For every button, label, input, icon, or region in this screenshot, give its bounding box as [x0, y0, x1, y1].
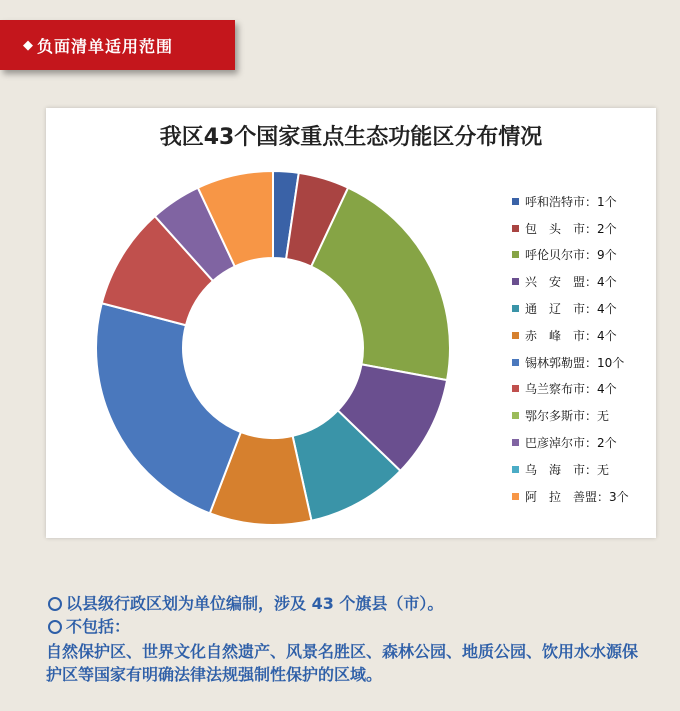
donut-slice [96, 303, 241, 513]
legend-label: 巴彦淖尔市：2个 [525, 436, 617, 451]
legend-label: 鄂尔多斯市：无 [525, 409, 610, 424]
chart-title: 我区43个国家重点生态功能区分布情况 [159, 125, 543, 150]
legend-label: 乌 海 市：无 [525, 462, 610, 477]
notes-section [46, 592, 646, 686]
legend-swatch [512, 278, 519, 285]
legend-item [512, 376, 629, 403]
legend-swatch [512, 359, 519, 366]
legend-item [512, 349, 629, 376]
legend-label: 锡林郭勒盟：10个 [525, 355, 625, 370]
legend-item [512, 242, 629, 269]
note-line-2 [46, 615, 646, 638]
note-line-1 [46, 592, 646, 615]
diamond-icon: ◆ [23, 37, 33, 53]
legend-swatch [512, 466, 519, 473]
legend-item [512, 456, 629, 483]
legend-label: 通 辽 市：4个 [525, 302, 617, 317]
legend-label: 阿 拉 善盟：3个 [525, 489, 629, 504]
banner-title: 负面清单适用范围 [37, 36, 174, 56]
legend-swatch [512, 305, 519, 312]
note-text-2: 不包括： [66, 617, 131, 636]
legend-item [512, 402, 629, 429]
legend-swatch [512, 251, 519, 258]
section-banner [0, 20, 235, 70]
legend-label: 呼和浩特市：1个 [525, 194, 617, 209]
legend-swatch [512, 493, 519, 500]
legend-swatch [512, 332, 519, 339]
note-text-1: 以县级行政区划为单位编制，涉及 43 个旗县（市）。 [66, 594, 444, 613]
legend-label: 赤 峰 市：4个 [525, 328, 617, 343]
legend-swatch [512, 439, 519, 446]
legend-item [512, 268, 629, 295]
legend-item [512, 429, 629, 456]
chart-panel [46, 108, 656, 538]
chart-legend [512, 188, 629, 510]
legend-item [512, 295, 629, 322]
circle-bullet-icon [48, 620, 62, 634]
legend-label: 兴 安 盟：4个 [525, 275, 617, 290]
legend-item [512, 483, 629, 510]
legend-label: 包 头 市：2个 [525, 221, 617, 236]
legend-swatch [512, 385, 519, 392]
legend-swatch [512, 412, 519, 419]
legend-swatch [512, 198, 519, 205]
legend-item [512, 188, 629, 215]
legend-item [512, 215, 629, 242]
circle-bullet-icon [48, 597, 62, 611]
legend-item [512, 322, 629, 349]
legend-swatch [512, 225, 519, 232]
legend-label: 乌兰察布市：4个 [525, 382, 617, 397]
note-paragraph: 自然保护区、世界文化自然遗产、风景名胜区、森林公园、地质公园、饮用水水源保护区等国家有明确法律法规强制性保护的区域。 [46, 642, 639, 684]
legend-label: 呼伦贝尔市：9个 [525, 248, 617, 263]
